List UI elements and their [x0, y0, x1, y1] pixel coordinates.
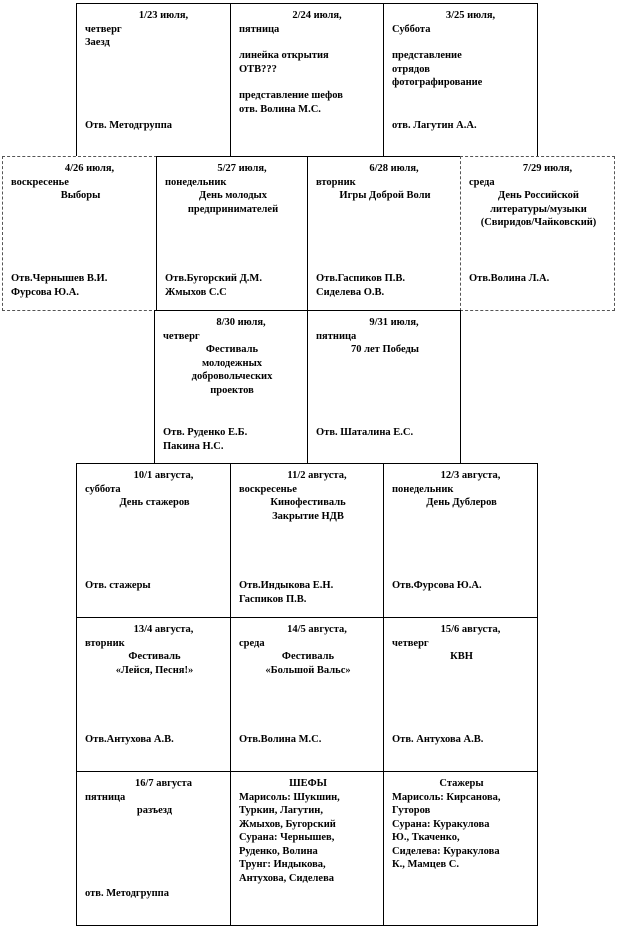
- day-date: 3/25 июля,: [445, 10, 496, 21]
- event-line: добровольческих: [191, 371, 273, 382]
- responsible-line: Отв. Шаталина Е.С.: [316, 427, 414, 438]
- event-line: КВН: [450, 651, 473, 662]
- event-line: «Большой Вальс»: [265, 664, 351, 676]
- day-weekday: четверг: [392, 637, 429, 649]
- day-date: 16/7 августа: [134, 778, 193, 789]
- day-content: [85, 469, 224, 510]
- responsible-block: [392, 579, 531, 593]
- event-block: [163, 343, 301, 397]
- day-cell: [383, 617, 538, 772]
- responsible-block: [316, 426, 454, 440]
- event-line: Фестиваль: [281, 651, 335, 662]
- day-cell: [154, 310, 308, 464]
- day-weekday: пятница: [85, 791, 126, 803]
- day-date: 10/1 августа,: [133, 470, 194, 481]
- responsible-line: Отв.Чернышев В.И.: [11, 273, 108, 284]
- interns-cell: [383, 771, 538, 926]
- event-block: [239, 496, 377, 523]
- event-block: [165, 189, 301, 216]
- responsible-line: Отв. Антухова А.В.: [392, 734, 484, 745]
- day-date: 11/2 августа,: [287, 470, 347, 481]
- chefs-cell: [230, 771, 384, 926]
- day-content: [85, 623, 224, 677]
- event-line: проектов: [210, 384, 254, 396]
- event-block: [469, 189, 608, 230]
- chefs-line: Туркин, Лагутин,: [239, 805, 323, 816]
- day-weekday: четверг: [85, 23, 122, 35]
- interns-line: Сиделева: Куракулова: [392, 845, 500, 857]
- event-block: [316, 343, 454, 357]
- responsible-line: Пакина Н.С.: [163, 440, 224, 452]
- day-cell: [230, 463, 384, 618]
- chefs-title: ШЕФЫ: [289, 778, 327, 789]
- day-cell: [307, 156, 461, 311]
- responsible-line: Отв. Руденко Е.Б.: [163, 427, 248, 438]
- day-date: 9/31 июля,: [369, 317, 419, 328]
- responsible-line: Отв.Гаспиков П.В.: [316, 273, 406, 284]
- responsible-line: Отв.Волина Л.А.: [469, 273, 550, 284]
- event-line: День стажеров: [119, 497, 190, 508]
- day-content: [165, 162, 301, 216]
- responsible-line: Сиделева О.В.: [316, 286, 385, 298]
- day-date: 4/26 июля,: [64, 163, 115, 174]
- day-date: 6/28 июля,: [369, 163, 419, 174]
- day-weekday: среда: [469, 176, 495, 188]
- interns-line: К., Мамцев С.: [392, 859, 460, 870]
- event-line: Закрытие НДВ: [272, 510, 344, 522]
- day-weekday: вторник: [316, 176, 356, 188]
- interns-line: Марисоль: Кирсанова,: [392, 791, 501, 803]
- event-block: [392, 496, 531, 510]
- event-line: линейка открытия: [239, 50, 329, 61]
- day-date: 8/30 июля,: [216, 317, 266, 328]
- day-cell: [76, 3, 231, 157]
- event-block: [85, 650, 224, 677]
- day-cell: [230, 3, 384, 157]
- event-block: [85, 36, 224, 50]
- day-content: [316, 316, 454, 357]
- chefs-list: [239, 791, 377, 886]
- responsible-block: [85, 887, 224, 901]
- event-line: отрядов: [392, 63, 430, 75]
- event-line: представление шефов: [239, 90, 343, 101]
- day-weekday: понедельник: [165, 176, 227, 188]
- day-cell: [76, 463, 231, 618]
- event-line: 70 лет Победы: [350, 344, 420, 355]
- day-cell: [230, 617, 384, 772]
- day-content: [11, 162, 150, 203]
- event-line: литературы/музыки: [490, 203, 587, 215]
- event-line: День Дублеров: [426, 497, 497, 508]
- day-weekday: воскресенье: [239, 483, 297, 495]
- day-date: 14/5 августа,: [287, 624, 347, 635]
- event-line: ОТВ???: [239, 63, 277, 75]
- interns-line: Гуторов: [392, 805, 431, 816]
- day-content: [239, 469, 377, 523]
- responsible-line: Отв. Методгруппа: [85, 120, 173, 131]
- responsible-line: Гаспиков П.В.: [239, 593, 307, 605]
- event-line: (Свиридов/Чайковский): [480, 217, 597, 228]
- day-date: 15/6 августа,: [440, 624, 501, 635]
- event-line: отв. Волина М.С.: [239, 103, 321, 115]
- event-line: предпринимателей: [187, 203, 279, 215]
- event-line: Игры Доброй Воли: [339, 190, 431, 201]
- day-weekday: пятница: [316, 330, 357, 342]
- day-weekday: четверг: [163, 330, 200, 342]
- interns-line: Ю., Ткаченко,: [392, 832, 460, 843]
- event-line: представление: [392, 50, 462, 61]
- day-weekday: суббота: [85, 483, 121, 495]
- event-line: День молодых: [199, 190, 267, 201]
- day-weekday: пятница: [239, 23, 280, 35]
- day-weekday: вторник: [85, 637, 125, 649]
- day-date: 13/4 августа,: [133, 624, 194, 635]
- day-cell: [156, 156, 308, 311]
- event-block: [85, 804, 224, 818]
- chefs-line: Трунг: Индыкова,: [239, 859, 326, 870]
- responsible-line: отв. Лагутин А.А.: [392, 120, 477, 131]
- event-line: День Российской: [498, 190, 579, 201]
- chefs-line: Антухова, Сиделева: [239, 872, 334, 884]
- responsible-block: [163, 426, 301, 453]
- day-date: 2/24 июля,: [292, 10, 342, 21]
- day-cell: [76, 771, 231, 926]
- day-date: 5/27 июля,: [217, 163, 267, 174]
- day-content: [316, 162, 454, 203]
- day-cell: [460, 156, 615, 311]
- day-weekday: понедельник: [392, 483, 454, 495]
- day-content: [85, 9, 224, 50]
- day-content: [392, 623, 531, 664]
- responsible-line: Отв.Фурсова Ю.А.: [392, 580, 482, 591]
- event-line: «Лейся, Песня!»: [115, 664, 194, 676]
- event-block: [316, 189, 454, 203]
- event-line: Кинофестиваль: [270, 497, 346, 508]
- responsible-block: [11, 272, 150, 299]
- responsible-line: Отв. стажеры: [85, 580, 151, 591]
- event-line: молодежных: [201, 357, 263, 369]
- responsible-line: Жмыхов С.С: [165, 286, 227, 298]
- chefs-line: Жмыхов, Бугорский: [239, 818, 336, 830]
- day-content: [469, 162, 608, 230]
- event-block: [239, 36, 377, 116]
- responsible-block: [469, 272, 608, 286]
- responsible-block: [392, 119, 531, 133]
- day-weekday: воскресенье: [11, 176, 69, 188]
- day-cell: [383, 3, 538, 157]
- event-line: разъезд: [136, 805, 173, 816]
- event-block: [392, 650, 531, 664]
- chefs-line: Марисоль: Шукшин,: [239, 791, 340, 803]
- day-cell: [2, 156, 157, 311]
- day-cell: [307, 310, 461, 464]
- interns-title: Стажеры: [439, 778, 484, 789]
- day-cell: [383, 463, 538, 618]
- day-content: [392, 9, 531, 90]
- chefs-line: Руденко, Волина: [239, 845, 318, 857]
- day-weekday: Суббота: [392, 23, 431, 35]
- responsible-line: Отв.Волина М.С.: [239, 734, 322, 745]
- day-content: [239, 9, 377, 116]
- responsible-line: отв. Методгруппа: [85, 888, 169, 899]
- responsible-line: Отв.Бугорский Д.М.: [165, 273, 262, 284]
- day-weekday: среда: [239, 637, 265, 649]
- event-line: Заезд: [85, 37, 110, 48]
- event-block: [239, 650, 377, 677]
- day-content: [163, 316, 301, 397]
- day-content: [392, 469, 531, 510]
- day-date: 12/3 августа,: [440, 470, 501, 481]
- responsible-line: Фурсова Ю.А.: [11, 286, 79, 298]
- responsible-line: Отв.Антухова А.В.: [85, 734, 174, 745]
- event-block: [85, 496, 224, 510]
- event-line: Фестиваль: [205, 344, 259, 355]
- responsible-block: [85, 733, 224, 747]
- responsible-block: [85, 579, 224, 593]
- interns-line: Сурана: Куракулова: [392, 818, 490, 830]
- event-line: фотографирование: [392, 77, 483, 88]
- responsible-block: [316, 272, 454, 299]
- responsible-block: [165, 272, 301, 299]
- responsible-block: [239, 579, 377, 606]
- interns-list: [392, 791, 531, 872]
- responsible-block: [85, 119, 224, 133]
- day-cell: [76, 617, 231, 772]
- day-content: [239, 623, 377, 677]
- chefs-line: Сурана: Чернышев,: [239, 832, 335, 843]
- event-block: [392, 36, 531, 90]
- event-line: Выборы: [60, 190, 101, 201]
- event-block: [11, 189, 150, 203]
- day-date: 7/29 июля,: [522, 163, 573, 174]
- day-date: 1/23 июля,: [138, 10, 189, 21]
- responsible-block: [239, 733, 377, 747]
- responsible-block: [392, 733, 531, 747]
- responsible-line: Отв.Индыкова Е.Н.: [239, 580, 334, 591]
- day-content: [85, 777, 224, 818]
- event-line: Фестиваль: [128, 651, 181, 662]
